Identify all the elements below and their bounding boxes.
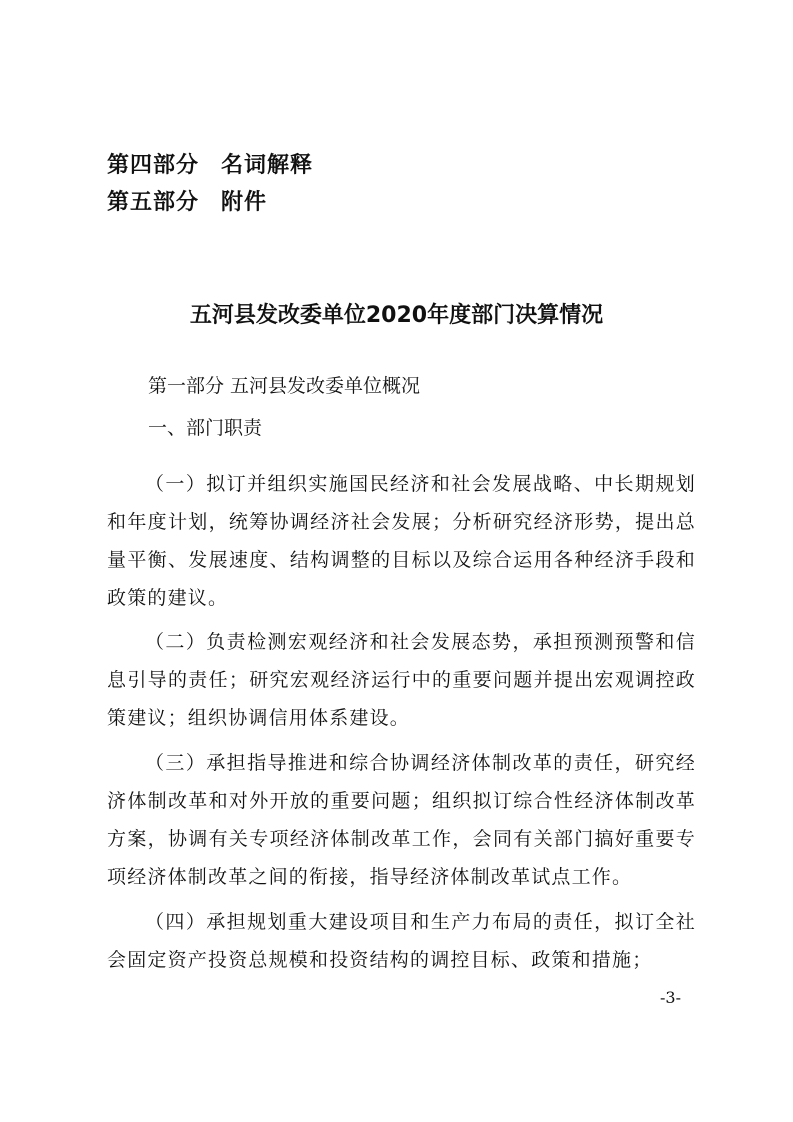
body-paragraph: （四）承担规划重大建设项目和生产力布局的责任，拟订全社会固定资产投资总规模和投资结构的调控目标、政策和措施；: [107, 911, 696, 971]
toc-entry-part-5: [107, 185, 267, 216]
toc-part-title: 附件: [221, 190, 268, 215]
section-1-heading: 一、部门职责: [148, 417, 263, 439]
toc-entry-part-4: [107, 148, 313, 179]
toc-part-label: 第四部分: [107, 153, 200, 178]
part-1-heading: 第一部分 五河县发改委单位概况: [148, 375, 421, 397]
page-number: -3-: [660, 988, 681, 1007]
document-title: 五河县发改委单位2020年度部门决算情况: [189, 303, 604, 328]
body-paragraph: （二）负责检测宏观经济和社会发展态势，承担预测预警和信息引导的责任；研究宏观经济运行中的重要问题并提出宏观调控政策建议；组织协调信用体系建设。: [107, 631, 696, 729]
body-paragraph: （一）拟订并组织实施国民经济和社会发展战略、中长期规划和年度计划，统筹协调经济社会发展；分析研究经济形势，提出总量平衡、发展速度、结构调整的目标以及综合运用各种经济手段和政策的建议。: [107, 473, 696, 609]
toc-part-title: 名词解释: [221, 153, 314, 178]
toc-part-label: 第五部分: [107, 190, 200, 215]
body-paragraph: （三）承担指导推进和综合协调经济体制改革的责任，研究经济体制改革和对外开放的重要问题；组织拟订综合性经济体制改革方案，协调有关专项经济体制改革工作，会同有关部门搞好重要专项经济体制改革之间的衔接，指导经济体制改革试点工作。: [107, 752, 696, 888]
